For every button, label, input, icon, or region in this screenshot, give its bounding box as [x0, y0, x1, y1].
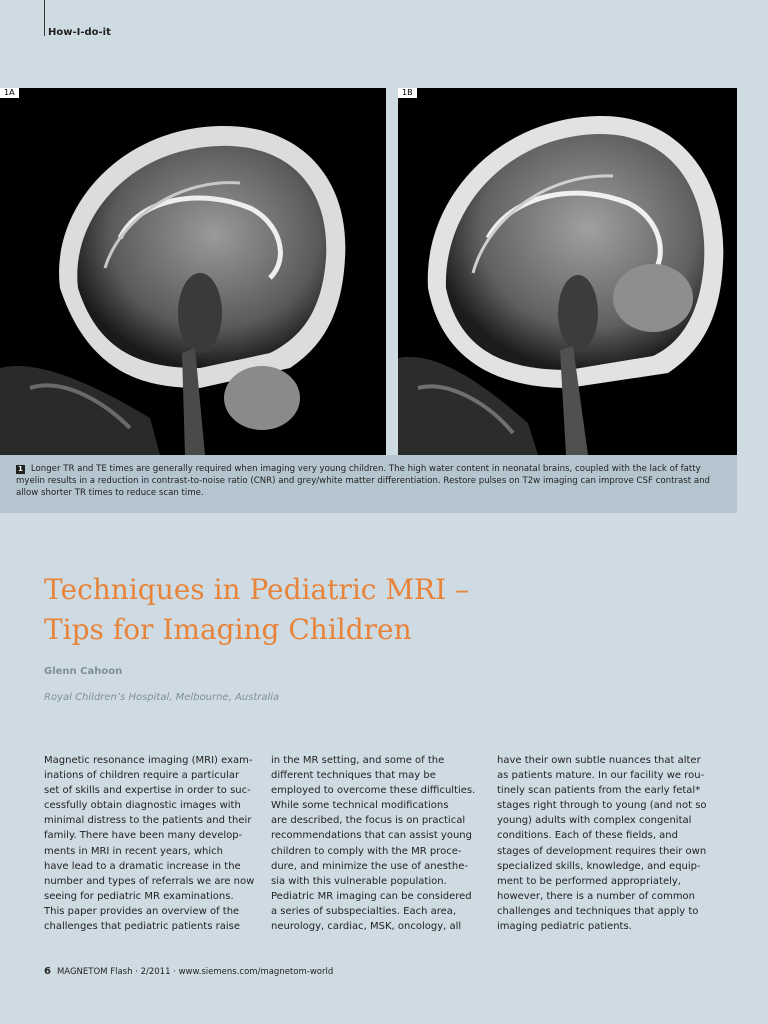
col1-line: ments in MRI in recent years, which [44, 845, 223, 857]
col3-line: young) adults with complex congenital [497, 815, 692, 827]
panel-label-1b: 1B [398, 88, 417, 98]
col2-line: dure, and minimize the use of anesthe- [271, 860, 468, 872]
body-column-1 [44, 753, 259, 934]
col2-line: sia with this vulnerable population. [271, 875, 447, 887]
mri-image-1a [0, 88, 386, 455]
col3-line: challenges and techniques that apply to [497, 905, 699, 917]
col3-line: as patients mature. In our facility we rou- [497, 770, 705, 782]
col2-line: employed to overcome these difficulties. [271, 785, 476, 797]
figure-caption [0, 455, 737, 513]
col1-line: set of skills and expertise in order to suc- [44, 785, 251, 797]
brain-sagittal-image-b [398, 88, 737, 455]
col2-line: in the MR setting, and some of the [271, 755, 445, 766]
col1-line: seeing for pediatric MR examinations. [44, 890, 234, 902]
col3-line: have their own subtle nuances that alter [497, 755, 701, 766]
section-label: How-I-do-it [48, 27, 111, 38]
figure-1 [0, 88, 737, 513]
body-column-2 [271, 753, 486, 934]
col1-line: family. There have been many develop- [44, 830, 243, 842]
body-column-3 [497, 753, 712, 934]
col2-line: Pediatric MR imaging can be considered [271, 890, 472, 902]
col1-line: minimal distress to the patients and their [44, 815, 252, 827]
col3-line: stages of development requires their own [497, 845, 707, 857]
col3-line: stages right through to young (and not so [497, 800, 707, 812]
author-affiliation: Royal Children’s Hospital, Melbourne, Australia [44, 692, 280, 703]
col2-line: While some technical modifications [271, 800, 449, 812]
col1-line: Magnetic resonance imaging (MRI) exam- [44, 755, 253, 766]
section-rule [44, 0, 45, 36]
article-title [44, 570, 684, 650]
col1-line: have lead to a dramatic increase in the [44, 860, 241, 872]
col2-line: recommendations that can assist young [271, 830, 472, 842]
col3-line: tinely scan patients from the early fetal* [497, 785, 701, 797]
panel-label-1a: 1A [0, 88, 19, 98]
col2-line: children to comply with the MR proce- [271, 845, 462, 857]
caption-number: 1 [18, 465, 23, 473]
page-footer [44, 966, 333, 977]
col1-line: cessfully obtain diagnostic images with [44, 800, 241, 812]
col3-line: ment to be performed appropriately, [497, 875, 681, 887]
footer-text: MAGNETOM Flash · 2/2011 · www.siemens.com/magnetom-world [56, 967, 334, 977]
col1-line: number and types of referrals we are now [44, 875, 255, 887]
col2-line: a series of subspecialties. Each area, [271, 905, 457, 917]
col1-line: This paper provides an overview of the [44, 905, 240, 917]
col1-line: challenges that pediatric patients raise [44, 921, 240, 933]
brain-sagittal-image-a [0, 88, 386, 455]
caption-text [16, 463, 716, 499]
col2-line: different techniques that may be [271, 770, 436, 782]
page-number: 6 [44, 966, 51, 977]
author-name: Glenn Cahoon [44, 666, 123, 677]
col2-line: are described, the focus is on practical [271, 815, 466, 827]
title-line-1: Techniques in Pediatric MRI – [44, 573, 470, 606]
col1-line: inations of children require a particular [44, 770, 240, 782]
col2-line: neurology, cardiac, MSK, oncology, all [271, 921, 462, 933]
col3-line: conditions. Each of these fields, and [497, 830, 678, 842]
col3-line: however, there is a number of common [497, 890, 696, 902]
caption-body: Longer TR and TE times are generally required when imaging very young children. The high water content in neonatal brains, coupled with the lack of fatty myelin results in a reduction in contrast-to-noise ratio (CNR) and grey/white matter differentiation. Restore pulses on T2w imaging can improve CSF contrast and allow shorter TR times to reduce scan time. [16, 464, 711, 498]
col3-line: specialized skills, knowledge, and equip- [497, 860, 701, 872]
mri-image-1b [398, 88, 737, 455]
col3-line: imaging pediatric patients. [497, 921, 632, 933]
title-line-2: Tips for Imaging Children [44, 613, 412, 646]
